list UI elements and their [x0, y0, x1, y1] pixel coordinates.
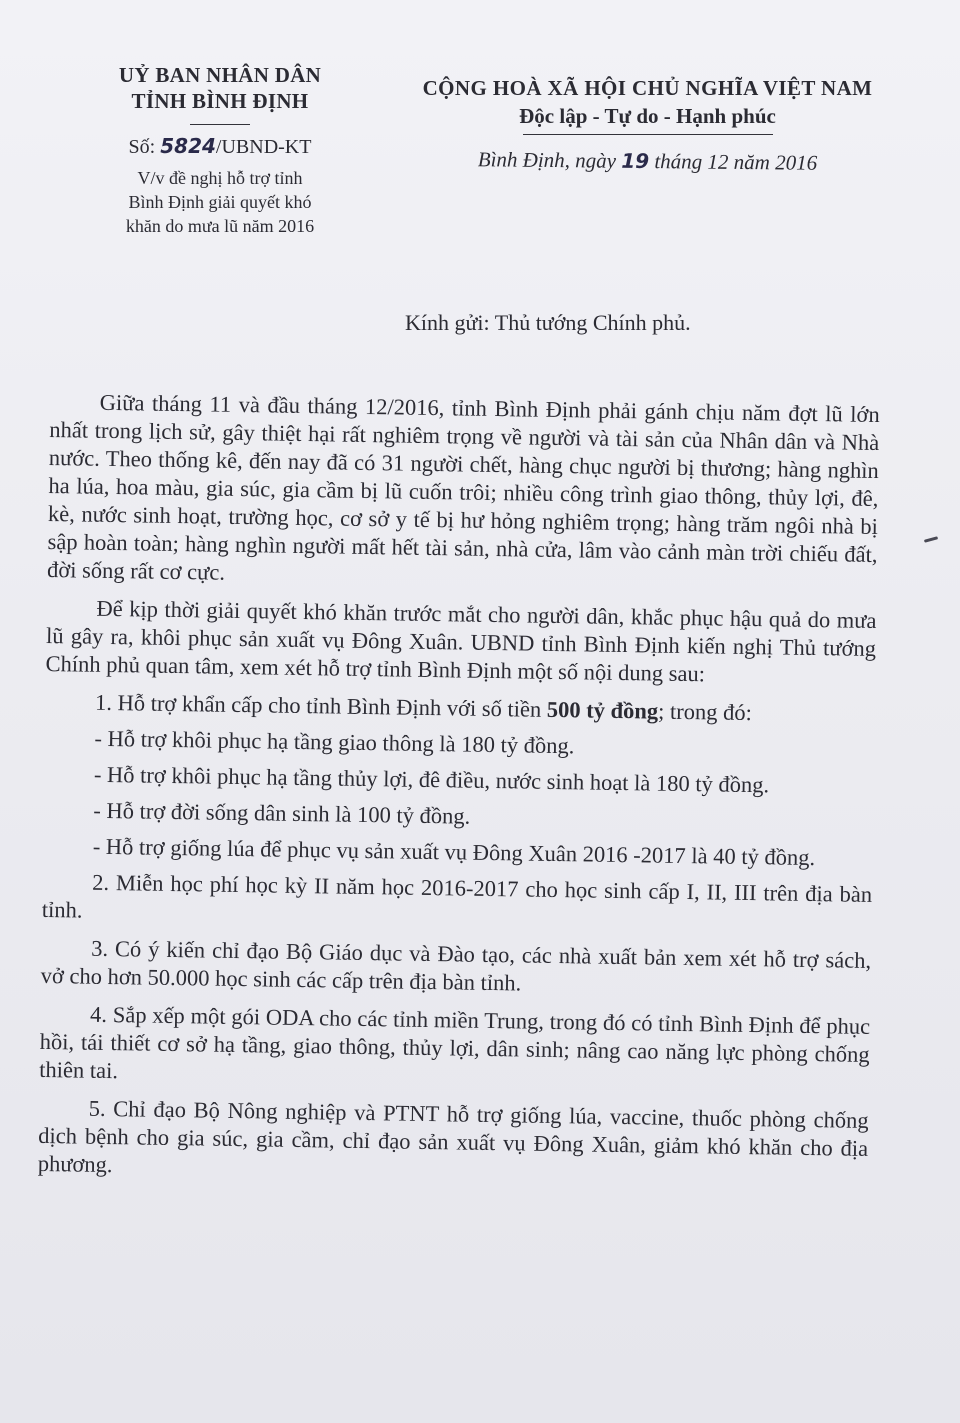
issuer-name-line2: TỈNH BÌNH ĐỊNH: [131, 89, 309, 113]
document-number-handwritten: 5824: [160, 134, 216, 158]
document-subject: [100, 166, 340, 238]
issuer-name-line1: UỶ BAN NHÂN DÂN: [118, 63, 322, 87]
letter-body: [37, 388, 879, 1201]
paragraph-request: Để kịp thời giải quyết khó khăn trước mắt cho người dân, khắc phục hậu quả do mưa lũ gây ra, khôi phục sản xuất vụ Đông Xuân. UBND tỉnh Bình Định kiến nghị Thủ tướng Chính phủ quan tâm, xem xét hỗ trợ tỉnh Bình Định một số nội dung sau:: [45, 595, 877, 687]
subject-line2: Bình Định giải quyết khó: [128, 192, 312, 212]
document-number-suffix: /UBND-KT: [215, 136, 312, 158]
document-number: [100, 133, 340, 160]
date-suffix: tháng 12 năm 2016: [649, 149, 818, 175]
paragraph-situation: Giữa tháng 11 và đầu tháng 12/2016, tỉnh Bình Định phải gánh chịu năm đợt lũ lớn nhất trong lịch sử, gây thiệt hại rất nghiêm trọng về người và tài sản của Nhân dân và Nhà nước. Theo thống kê, đến nay đã có 31 người chết, hàng chục người bị thương; hàng nghìn ha lúa, hoa màu, gia súc, gia cầm bị lũ cuốn trôi; nhiều công trình giao thông, thủy lợi, đê, kè, nước sinh hoạt, trường học, cơ sở y tế bị hư hỏng nghiêm trọng; hàng trăm ngôi nhà bị sập hoàn toàn; hàng nghìn người mất hết tài sản, nhà cửa, lâm vào cảnh màn trời chiếu đất, đời sống rất cơ cực.: [46, 389, 880, 585]
sub-item-irrigation: - Hỗ trợ khôi phục hạ tầng thủy lợi, đê điều, nước sinh hoạt là 180 tỷ đồng.: [93, 761, 770, 798]
recipient-line: Kính gửi: Thủ tướng Chính phủ.: [405, 310, 691, 335]
country-name: CỘNG HOÀ XÃ HỘI CHỦ NGHĨA VIỆT NAM: [422, 76, 873, 100]
national-heading: [400, 74, 895, 174]
request-item-5: 5. Chỉ đạo Bộ Nông nghiệp và PTNT hỗ trợ giống lúa, vaccine, thuốc phòng chống dịch bệnh cho gia súc, gia cầm, chỉ đạo sản xuất vụ Đông Xuân, giảm khó khăn cho địa phương.: [37, 1095, 869, 1178]
subject-line1: V/v đề nghị hỗ trợ tỉnh: [137, 168, 303, 188]
date-day-handwritten: 19: [621, 148, 650, 174]
request-item-1-tail: ; trong đó:: [657, 698, 753, 726]
request-item-4: 4. Sắp xếp một gói ODA cho các tỉnh miền Trung, trong đó có tỉnh Bình Định để phục hồi, tái thiết cơ sở hạ tầng, giao thông, thủy lợi, dân sinh; nâng cao năng lực phòng chống thiên tai.: [39, 1001, 871, 1084]
issuer-divider: [190, 124, 250, 125]
issuer-block: [100, 62, 340, 238]
request-item-1: [45, 688, 875, 729]
date-prefix: Bình Định, ngày: [477, 147, 622, 173]
subject-line3: khăn do mưa lũ năm 2016: [125, 216, 315, 236]
place-and-date: [400, 146, 895, 176]
sub-item-livelihood: - Hỗ trợ đời sống dân sinh là 100 tỷ đồng.: [93, 797, 471, 829]
request-item-1-text: 1. Hỗ trợ khẩn cấp cho tỉnh Bình Định với số tiền: [94, 689, 548, 722]
request-item-2: 2. Miễn học phí học kỳ II năm học 2016-2017 cho học sinh cấp I, II, III trên địa bàn tỉnh.: [41, 869, 873, 923]
document-number-prefix: Số:: [128, 136, 161, 158]
sub-item-transport: - Hỗ trợ khôi phục hạ tầng giao thông là 180 tỷ đồng.: [94, 725, 575, 759]
request-item-3: 3. Có ý kiến chỉ đạo Bộ Giáo dục và Đào tạo, các nhà xuất bản xem xét hỗ trợ sách, vở cho hơn 50.000 học sinh các cấp trên địa bàn tỉnh.: [40, 935, 872, 996]
request-item-1-amount: 500 tỷ đồng: [546, 696, 659, 724]
sub-item-rice-seed: - Hỗ trợ giống lúa để phục vụ sản xuất vụ Đông Xuân 2016 -2017 là 40 tỷ đồng.: [92, 833, 816, 871]
motto-underline: [523, 134, 773, 135]
pen-mark: [924, 536, 938, 543]
national-motto: Độc lập - Tự do - Hạnh phúc: [519, 104, 776, 128]
